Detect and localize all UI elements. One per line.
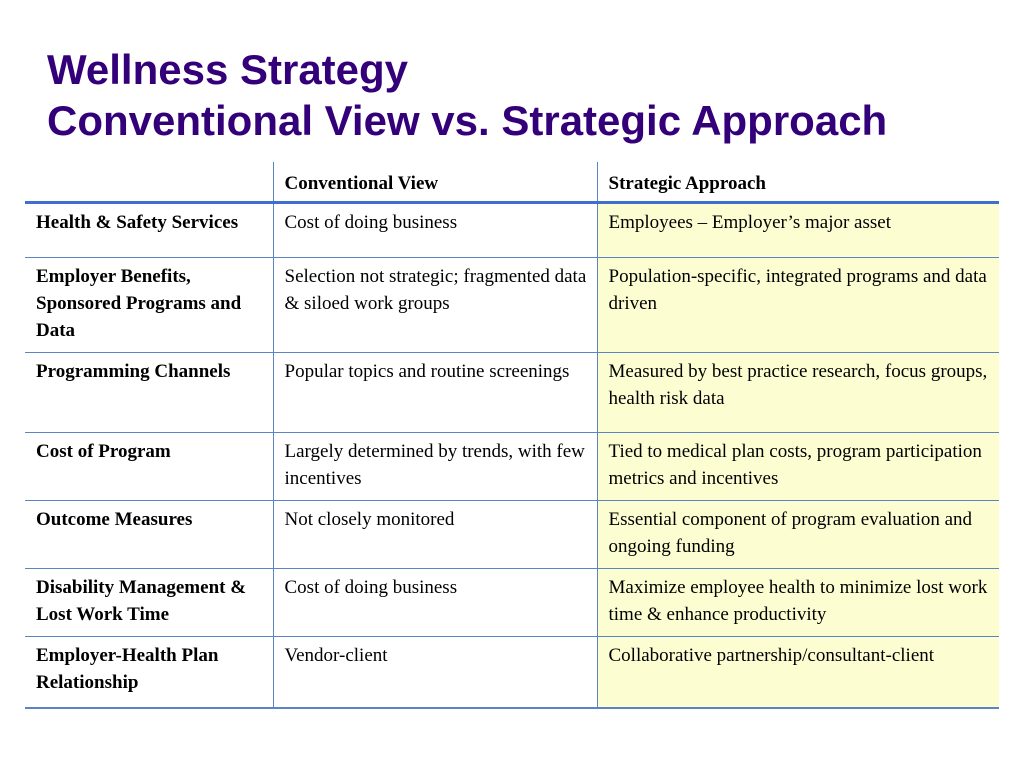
title-line-1: Wellness Strategy [47, 46, 409, 93]
conventional-cell: Vendor-client [273, 637, 597, 709]
conventional-cell: Cost of doing business [273, 203, 597, 258]
strategic-cell: Tied to medical plan costs, program participation metrics and incentives [597, 433, 999, 501]
strategic-cell: Population-specific, integrated programs and data driven [597, 258, 999, 353]
header-corner-cell [25, 162, 273, 203]
table-row [25, 433, 999, 501]
conventional-cell: Largely determined by trends, with few incentives [273, 433, 597, 501]
row-label: Cost of Program [25, 433, 273, 501]
table-row [25, 501, 999, 569]
conventional-cell: Selection not strategic; fragmented data & siloed work groups [273, 258, 597, 353]
row-label: Disability Management & Lost Work Time [25, 569, 273, 637]
row-label: Employer Benefits, Sponsored Programs and Data [25, 258, 273, 353]
conventional-cell: Not closely monitored [273, 501, 597, 569]
table-row [25, 203, 999, 258]
strategic-cell: Essential component of program evaluation and ongoing funding [597, 501, 999, 569]
title-line-2: Conventional View vs. Strategic Approach [47, 97, 888, 144]
strategic-cell: Collaborative partnership/consultant-client [597, 637, 999, 709]
header-strategic-approach: Strategic Approach [597, 162, 999, 203]
row-label: Health & Safety Services [25, 203, 273, 258]
row-label: Employer-Health Plan Relationship [25, 637, 273, 709]
header-conventional-view: Conventional View [273, 162, 597, 203]
conventional-cell: Popular topics and routine screenings [273, 353, 597, 433]
strategic-cell: Measured by best practice research, focus groups, health risk data [597, 353, 999, 433]
row-label: Outcome Measures [25, 501, 273, 569]
conventional-cell: Cost of doing business [273, 569, 597, 637]
row-label: Programming Channels [25, 353, 273, 433]
table-row [25, 258, 999, 353]
table-row [25, 637, 999, 709]
slide-title [47, 44, 887, 146]
strategic-cell: Employees – Employer’s major asset [597, 203, 999, 258]
table-row [25, 353, 999, 433]
strategic-cell: Maximize employee health to minimize lost work time & enhance productivity [597, 569, 999, 637]
comparison-table [25, 162, 999, 709]
table-row [25, 569, 999, 637]
header-row [25, 162, 999, 203]
